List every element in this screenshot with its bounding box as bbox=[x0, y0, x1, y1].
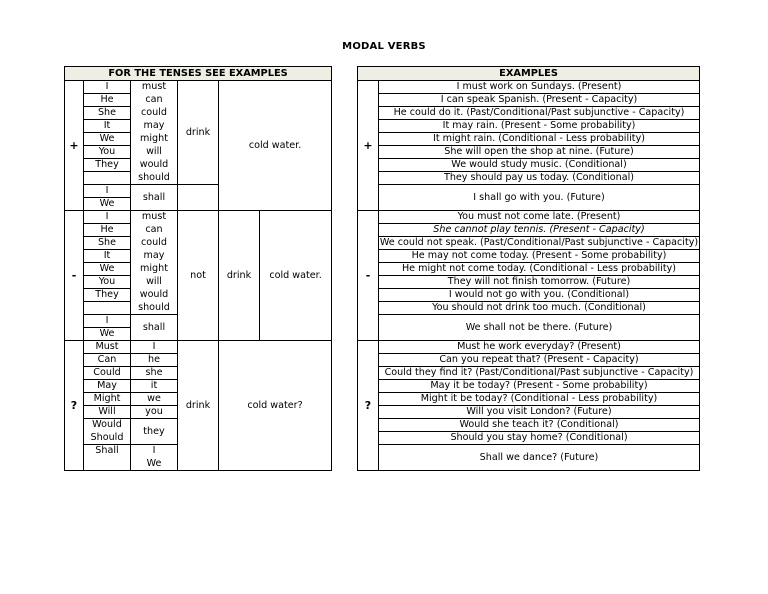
subject-cell: They bbox=[84, 289, 131, 302]
subject-cell: I bbox=[84, 185, 131, 198]
example-row: We could not speak. (Past/Conditional/Past subjunctive - Capacity) bbox=[379, 237, 699, 248]
verb-cell: drink bbox=[219, 211, 260, 341]
question-modal-cell: Will bbox=[84, 406, 131, 419]
question-subject-cell: it bbox=[131, 380, 178, 393]
conjugation-header: FOR THE TENSES SEE EXAMPLES bbox=[65, 67, 332, 81]
subject-cell: They bbox=[84, 159, 131, 172]
question-subject-cell: he bbox=[131, 354, 178, 367]
example-row: I can speak Spanish. (Present - Capacity) bbox=[379, 94, 700, 107]
example-row: May it be today? (Present - Some probability) bbox=[379, 380, 700, 393]
question-subject-cell: they bbox=[131, 419, 178, 445]
modal-cell: will bbox=[131, 276, 178, 289]
modal-cell: should bbox=[131, 302, 178, 315]
modal-cell: can bbox=[131, 224, 178, 237]
question-modal-cell: Should bbox=[84, 432, 131, 445]
example-row: Can you repeat that? (Present - Capacity) bbox=[379, 354, 700, 367]
modal-cell: must bbox=[131, 81, 178, 94]
question-modal-cell: Must bbox=[84, 341, 131, 354]
negative-sign: - bbox=[358, 211, 379, 341]
question-modal-cell: Can bbox=[84, 354, 131, 367]
object-cell: cold water. bbox=[219, 81, 332, 211]
verb-cell-empty bbox=[178, 185, 219, 211]
subject-cell: He bbox=[84, 224, 131, 237]
modal-cell: could bbox=[131, 107, 178, 120]
conjugation-table bbox=[64, 66, 332, 471]
example-row: We would study music. (Conditional) bbox=[379, 159, 700, 172]
modal-cell: might bbox=[131, 263, 178, 276]
question-modal-cell: Might bbox=[84, 393, 131, 406]
subject-cell: I bbox=[84, 211, 131, 224]
subject-cell: I bbox=[84, 81, 131, 94]
subject-cell: I bbox=[84, 315, 131, 328]
modal-cell: must bbox=[131, 211, 178, 224]
example-row: It might rain. (Conditional - Less probability) bbox=[379, 133, 700, 146]
example-row: Shall we dance? (Future) bbox=[379, 445, 700, 471]
example-row: Will you visit London? (Future) bbox=[379, 406, 700, 419]
example-row: She will open the shop at nine. (Future) bbox=[379, 146, 700, 159]
example-row: They will not finish tomorrow. (Future) bbox=[379, 276, 700, 289]
question-sign: ? bbox=[65, 341, 84, 471]
object-cell: cold water. bbox=[260, 211, 332, 341]
example-row: He may not come today. (Present - Some probability) bbox=[379, 250, 700, 263]
question-subject-cell: I bbox=[131, 341, 178, 354]
question-modal-cell: Could bbox=[84, 367, 131, 380]
verb-cell: drink bbox=[178, 341, 219, 471]
subject-cell: You bbox=[84, 146, 131, 159]
modal-cell: could bbox=[131, 237, 178, 250]
question-modal-cell: Shall bbox=[84, 445, 131, 471]
example-row: Should you stay home? (Conditional) bbox=[379, 432, 700, 445]
modal-cell: should bbox=[131, 172, 178, 185]
affirmative-sign: + bbox=[358, 81, 379, 211]
subject-cell: She bbox=[84, 237, 131, 250]
subject-cell bbox=[84, 302, 131, 315]
modal-cell: would bbox=[131, 159, 178, 172]
subject-cell: We bbox=[84, 328, 131, 341]
examples-header: EXAMPLES bbox=[358, 67, 700, 81]
example-row: I must work on Sundays. (Present) bbox=[379, 81, 700, 94]
question-subject-cell: you bbox=[131, 406, 178, 419]
affirmative-sign: + bbox=[65, 81, 84, 211]
verb-cell: drink bbox=[178, 81, 219, 185]
subject-cell: It bbox=[84, 250, 131, 263]
example-row: He could do it. (Past/Conditional/Past subjunctive - Capacity) bbox=[379, 107, 700, 120]
not-cell: not bbox=[178, 211, 219, 341]
modal-cell: may bbox=[131, 120, 178, 133]
modal-cell: can bbox=[131, 94, 178, 107]
example-row: They should pay us today. (Conditional) bbox=[379, 172, 700, 185]
example-row: You should not drink too much. (Conditional) bbox=[379, 302, 700, 315]
subject-cell: He bbox=[84, 94, 131, 107]
modal-cell: might bbox=[131, 133, 178, 146]
subject-cell: She bbox=[84, 107, 131, 120]
modal-cell: will bbox=[131, 146, 178, 159]
example-row: Would she teach it? (Conditional) bbox=[379, 419, 700, 432]
question-subject-cell: We bbox=[131, 458, 178, 471]
example-row: He might not come today. (Conditional - Less probability) bbox=[379, 263, 700, 276]
subject-cell: You bbox=[84, 276, 131, 289]
example-row: Might it be today? (Conditional - Less probability) bbox=[379, 393, 700, 406]
negative-sign: - bbox=[65, 211, 84, 341]
modal-cell: may bbox=[131, 250, 178, 263]
object-cell: cold water? bbox=[219, 341, 332, 471]
question-modal-cell: Would bbox=[84, 419, 131, 432]
example-row: She cannot play tennis. (Present - Capacity) bbox=[379, 224, 700, 237]
question-modal-cell: May bbox=[84, 380, 131, 393]
question-subject-cell: we bbox=[131, 393, 178, 406]
examples-table bbox=[357, 66, 700, 471]
example-row: Could they find it? (Past/Conditional/Past subjunctive - Capacity) bbox=[379, 367, 700, 380]
example-row: I shall go with you. (Future) bbox=[379, 185, 700, 211]
subject-cell bbox=[84, 172, 131, 185]
subject-cell: We bbox=[84, 263, 131, 276]
example-row: It may rain. (Present - Some probability) bbox=[379, 120, 700, 133]
page-title: MODAL VERBS bbox=[342, 41, 426, 52]
example-row: Must he work everyday? (Present) bbox=[379, 341, 700, 354]
question-sign: ? bbox=[358, 341, 379, 471]
modal-cell-shall: shall bbox=[131, 185, 178, 211]
modal-cell: would bbox=[131, 289, 178, 302]
example-row: We shall not be there. (Future) bbox=[379, 315, 700, 341]
subject-cell: We bbox=[84, 198, 131, 211]
example-row: You must not come late. (Present) bbox=[379, 211, 700, 224]
question-subject-cell: she bbox=[131, 367, 178, 380]
example-row: I would not go with you. (Conditional) bbox=[379, 289, 700, 302]
modal-cell-shall: shall bbox=[131, 315, 178, 341]
question-subject-cell: I bbox=[131, 445, 178, 458]
subject-cell: We bbox=[84, 133, 131, 146]
subject-cell: It bbox=[84, 120, 131, 133]
